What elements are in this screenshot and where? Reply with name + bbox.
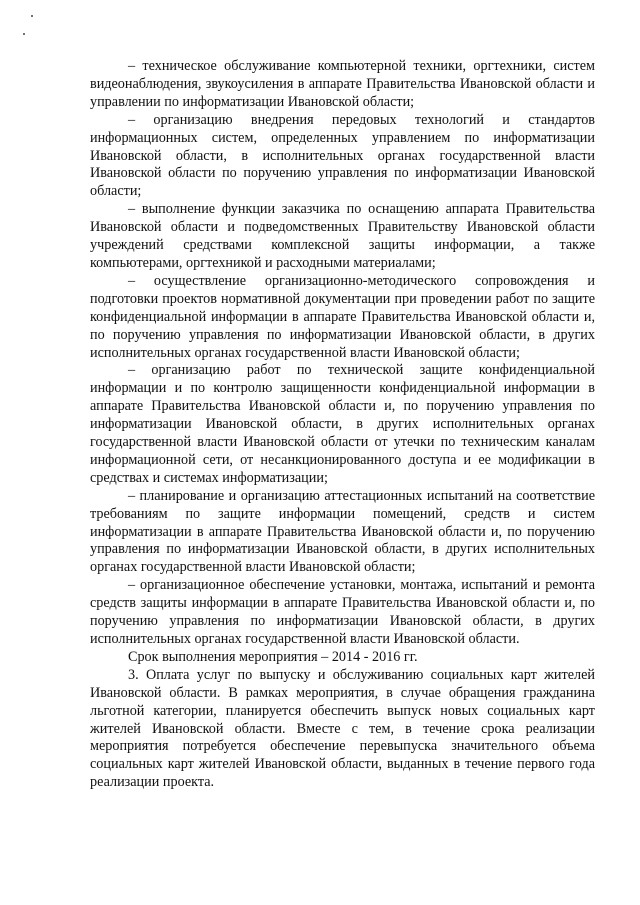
scan-speck	[23, 33, 25, 35]
paragraph-methodical-support: – осуществление организационно-методического сопровождения и подготовки проектов нормативной документации при проведении работ по защите конфиденциальной информации в аппарате Правительства Ивановской области и, по поручению управления по информатизации Ивановской области, в других исполнительных органах государственной власти Ивановской области;	[90, 272, 595, 361]
paragraph-maintenance: – техническое обслуживание компьютерной техники, оргтехники, систем видеонаблюдения, звукоусиления в аппарате Правительства Ивановской области и управлении по информатизации Ивановской области;	[90, 58, 595, 110]
paragraph-installation-support: – организационное обеспечение установки, монтажа, испытаний и ремонта средств защиты информации в аппарате Правительства Ивановской области и, по поручению управления по информатизации Ивановской области, в других исполнительных органах государственной власти Ивановской области.	[90, 577, 595, 647]
paragraph-technology-standards: – организацию внедрения передовых технологий и стандартов информационных систем, определенных управлением по информатизации Ивановской области, в исполнительных органах государственной власти Ивановской области по поручению управления по информатизации Ивановской области;	[90, 111, 595, 200]
paragraph-deadline: Срок выполнения мероприятия – 2014 - 2016 гг.	[128, 648, 418, 665]
paragraph-social-cards: 3. Оплата услуг по выпуску и обслуживанию социальных карт жителей Ивановской области. В рамках мероприятия, в случае обращения гражданина льготной категории, планируется обеспечить выпуск новых социальных карт жителей Ивановской области. Вместе с тем, в течение срока реализации мероприятия потребуется обеспечение перевыпуска значительного объема социальных карт жителей Ивановской области, выданных в течение первого года реализации проекта.	[90, 666, 595, 791]
paragraph-customer-functions: – выполнение функции заказчика по оснащению аппарата Правительства Ивановской области и подведомственных Правительству Ивановской области учреждений средствами комплексной защиты информации, а также компьютерами, оргтехникой и расходными материалами;	[90, 201, 595, 271]
paragraph-technical-protection: – организацию работ по технической защите конфиденциальной информации и по контролю защищенности конфиденциальной информации в аппарате Правительства Ивановской области и, по поручению управления по информатизации Ивановской области, в других исполнительных органах государственной власти Ивановской области от утечки по техническим каналам информационной сети, от несанкционированного доступа и ее модификации в средствах и системах информатизации;	[90, 362, 595, 486]
scan-speck	[31, 15, 33, 17]
document-body	[90, 58, 595, 792]
paragraph-attestation: – планирование и организацию аттестационных испытаний на соответствие требованиям по защите информации помещений, средств и систем информатизации в аппарате Правительства Ивановской области и, по поручению управления по информатизации Ивановской области, в других исполнительных органах государственной власти Ивановской области;	[90, 487, 595, 576]
